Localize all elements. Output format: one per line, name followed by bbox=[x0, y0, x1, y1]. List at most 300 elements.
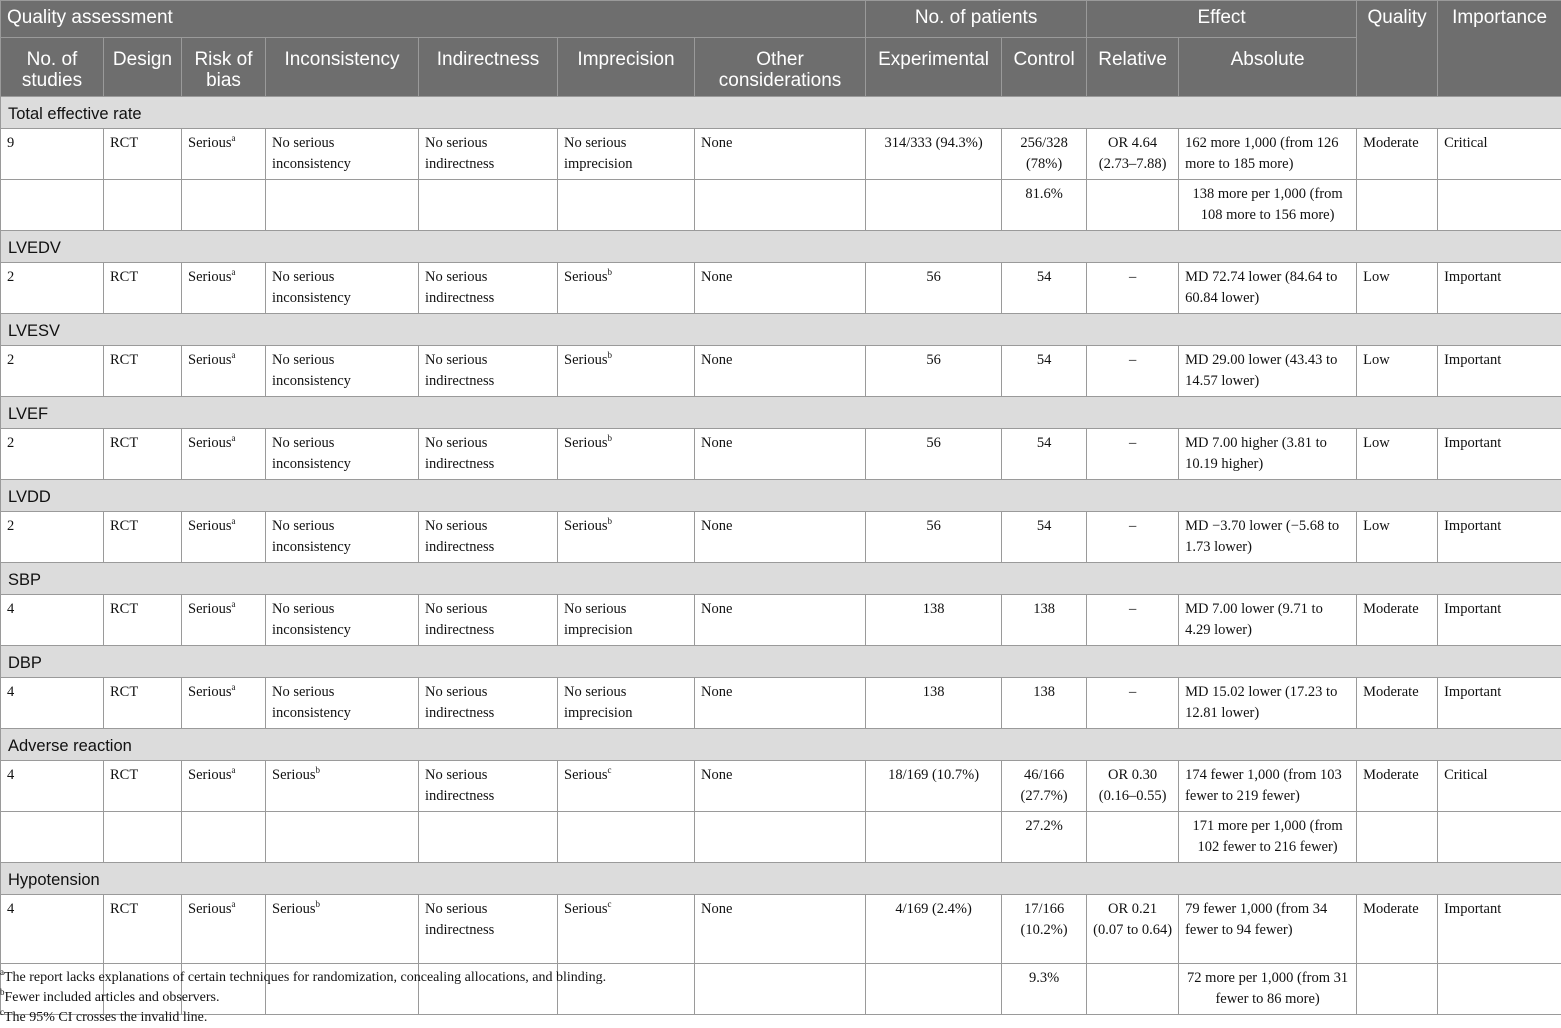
cell-indirectness-text: No serious indirectness bbox=[425, 901, 494, 938]
cell-design-text: RCT bbox=[110, 684, 138, 700]
header-risk-of-bias: Risk of bias bbox=[182, 38, 266, 97]
cell-relative-text: – bbox=[1129, 435, 1136, 451]
cell-other-considerations bbox=[695, 129, 866, 180]
cell-absolute bbox=[1179, 263, 1357, 314]
cell-inconsistency bbox=[266, 346, 419, 397]
cell-imprecision bbox=[558, 595, 695, 646]
cell-absolute bbox=[1179, 512, 1357, 563]
cell-other-considerations-text: None bbox=[701, 684, 732, 700]
cell-importance-text: Important bbox=[1444, 518, 1501, 534]
empty-cell bbox=[866, 812, 1002, 863]
cell-other-considerations-text: None bbox=[701, 901, 732, 917]
cell-importance bbox=[1438, 678, 1561, 729]
table-row bbox=[1, 263, 1561, 314]
footnote-marker: b bbox=[316, 765, 321, 775]
cell-relative bbox=[1087, 512, 1179, 563]
cell-indirectness-text: No serious indirectness bbox=[425, 767, 494, 804]
cell-control-text: 46/166 (27.7%) bbox=[1021, 767, 1068, 804]
section-row bbox=[1, 231, 1561, 263]
footnote-marker: b bbox=[608, 350, 613, 360]
cell-other-considerations-text: None bbox=[701, 518, 732, 534]
table-row bbox=[1, 595, 1561, 646]
cell-relative-text: – bbox=[1129, 518, 1136, 534]
header-other-considerations: Other considerations bbox=[695, 38, 866, 97]
footnote-text: The 95% CI crosses the invalid line. bbox=[4, 1010, 207, 1025]
cell-inconsistency bbox=[266, 512, 419, 563]
cell-experimental-text: 56 bbox=[926, 518, 941, 534]
cell-design-text: RCT bbox=[110, 601, 138, 617]
empty-cell bbox=[104, 180, 182, 231]
cell-control bbox=[1002, 429, 1087, 480]
cell-importance bbox=[1438, 346, 1561, 397]
section-title: Hypotension bbox=[1, 863, 1561, 895]
cell-indirectness bbox=[419, 429, 558, 480]
cell-control bbox=[1002, 263, 1087, 314]
empty-cell bbox=[1357, 180, 1438, 231]
cell-design-text: RCT bbox=[110, 901, 138, 917]
cell-other-considerations-text: None bbox=[701, 135, 732, 151]
cell-risk-of-bias bbox=[182, 263, 266, 314]
cell-inconsistency-text: No serious inconsistency bbox=[272, 135, 351, 172]
section-row bbox=[1, 863, 1561, 895]
cell-experimental-text: 314/333 (94.3%) bbox=[884, 135, 982, 151]
cell-absolute bbox=[1179, 346, 1357, 397]
cell-risk-of-bias bbox=[182, 761, 266, 812]
cell-no-studies-text: 2 bbox=[7, 518, 14, 534]
footnote-marker: c bbox=[608, 765, 612, 775]
cell-importance bbox=[1438, 129, 1561, 180]
cell-other-considerations-text: None bbox=[701, 601, 732, 617]
cell-imprecision bbox=[558, 129, 695, 180]
cell-control bbox=[1002, 678, 1087, 729]
empty-cell bbox=[1, 812, 104, 863]
cell-imprecision bbox=[558, 429, 695, 480]
empty-cell bbox=[695, 812, 866, 863]
cell-no-studies-text: 4 bbox=[7, 684, 14, 700]
cell-relative bbox=[1087, 761, 1179, 812]
cell-control bbox=[1002, 595, 1087, 646]
cell-inconsistency-text: Serious bbox=[272, 767, 316, 783]
cell-quality-text: Low bbox=[1363, 352, 1390, 368]
cell-experimental-text: 138 bbox=[923, 684, 945, 700]
cell-no-studies bbox=[1, 595, 104, 646]
cell-relative bbox=[1087, 129, 1179, 180]
cell-risk-of-bias bbox=[182, 129, 266, 180]
cell-risk-of-bias-text: Serious bbox=[188, 435, 232, 451]
header-quality: Quality bbox=[1357, 1, 1438, 97]
cell-relative-text: – bbox=[1129, 269, 1136, 285]
cell-quality bbox=[1357, 263, 1438, 314]
cell-design-text: RCT bbox=[110, 352, 138, 368]
cell-other-considerations bbox=[695, 595, 866, 646]
cell-design bbox=[104, 129, 182, 180]
cell-quality-text: Low bbox=[1363, 435, 1390, 451]
cell-relative-text: OR 0.30 (0.16–0.55) bbox=[1099, 767, 1167, 804]
cell-indirectness-text: No serious indirectness bbox=[425, 269, 494, 306]
section-row bbox=[1, 397, 1561, 429]
cell-design bbox=[104, 595, 182, 646]
cell-indirectness bbox=[419, 129, 558, 180]
cell-absolute bbox=[1179, 761, 1357, 812]
header-effect: Effect bbox=[1087, 1, 1357, 38]
cell-imprecision-text: No serious imprecision bbox=[564, 684, 632, 721]
cell-indirectness-text: No serious indirectness bbox=[425, 684, 494, 721]
cell-inconsistency bbox=[266, 129, 419, 180]
cell-control-text: 54 bbox=[1037, 352, 1052, 368]
cell-experimental bbox=[866, 895, 1002, 964]
footnote-marker: a bbox=[232, 682, 236, 692]
cell-relative-text: – bbox=[1129, 601, 1136, 617]
cell-inconsistency bbox=[266, 678, 419, 729]
cell-risk-of-bias-text: Serious bbox=[188, 352, 232, 368]
cell-no-studies bbox=[1, 429, 104, 480]
cell-relative-text: – bbox=[1129, 684, 1136, 700]
cell-relative bbox=[1087, 263, 1179, 314]
table-row bbox=[1, 429, 1561, 480]
cell-indirectness bbox=[419, 263, 558, 314]
cell-relative bbox=[1087, 678, 1179, 729]
header-imprecision: Imprecision bbox=[558, 38, 695, 97]
cell-absolute bbox=[1179, 595, 1357, 646]
footnote-mark: c bbox=[0, 1007, 4, 1017]
cell-quality bbox=[1357, 895, 1438, 964]
cell-imprecision-text: Serious bbox=[564, 435, 608, 451]
empty-cell bbox=[182, 812, 266, 863]
cell-imprecision-text: Serious bbox=[564, 269, 608, 285]
cell-absolute-baseline: 72 more per 1,000 (from 31 fewer to 86 more) bbox=[1179, 964, 1357, 1015]
cell-absolute bbox=[1179, 678, 1357, 729]
cell-indirectness-text: No serious indirectness bbox=[425, 435, 494, 472]
section-title: Total effective rate bbox=[1, 97, 1561, 129]
cell-experimental-text: 56 bbox=[926, 269, 941, 285]
table-row bbox=[1, 512, 1561, 563]
cell-experimental bbox=[866, 512, 1002, 563]
cell-quality-text: Moderate bbox=[1363, 684, 1419, 700]
cell-imprecision-text: Serious bbox=[564, 518, 608, 534]
cell-absolute-text: MD 7.00 lower (9.71 to 4.29 lower) bbox=[1185, 601, 1323, 638]
footnote-marker: b bbox=[608, 267, 613, 277]
cell-no-studies-text: 4 bbox=[7, 901, 14, 917]
cell-other-considerations bbox=[695, 263, 866, 314]
empty-cell bbox=[558, 180, 695, 231]
cell-indirectness bbox=[419, 595, 558, 646]
cell-control-text: 256/328 (78%) bbox=[1020, 135, 1068, 172]
cell-importance bbox=[1438, 429, 1561, 480]
cell-other-considerations-text: None bbox=[701, 767, 732, 783]
cell-experimental-text: 18/169 (10.7%) bbox=[888, 767, 979, 783]
cell-experimental bbox=[866, 678, 1002, 729]
cell-absolute bbox=[1179, 129, 1357, 180]
cell-design bbox=[104, 346, 182, 397]
section-row bbox=[1, 729, 1561, 761]
cell-control-text: 54 bbox=[1037, 435, 1052, 451]
cell-importance bbox=[1438, 595, 1561, 646]
cell-no-studies-text: 2 bbox=[7, 269, 14, 285]
empty-cell bbox=[266, 812, 419, 863]
empty-cell bbox=[182, 180, 266, 231]
cell-quality-text: Moderate bbox=[1363, 767, 1419, 783]
cell-no-studies-text: 2 bbox=[7, 435, 14, 451]
table-header bbox=[1, 1, 1561, 97]
cell-imprecision bbox=[558, 346, 695, 397]
cell-risk-of-bias bbox=[182, 678, 266, 729]
cell-design bbox=[104, 761, 182, 812]
cell-no-studies-text: 9 bbox=[7, 135, 14, 151]
cell-absolute-baseline: 171 more per 1,000 (from 102 fewer to 216 fewer) bbox=[1179, 812, 1357, 863]
cell-absolute bbox=[1179, 429, 1357, 480]
cell-quality bbox=[1357, 346, 1438, 397]
section-title: LVEF bbox=[1, 397, 1561, 429]
table-row bbox=[1, 678, 1561, 729]
cell-relative-text: – bbox=[1129, 352, 1136, 368]
cell-design bbox=[104, 263, 182, 314]
cell-absolute-text: MD −3.70 lower (−5.68 to 1.73 lower) bbox=[1185, 518, 1339, 555]
cell-relative bbox=[1087, 346, 1179, 397]
cell-no-studies bbox=[1, 346, 104, 397]
cell-indirectness-text: No serious indirectness bbox=[425, 601, 494, 638]
cell-experimental bbox=[866, 761, 1002, 812]
cell-no-studies bbox=[1, 761, 104, 812]
footnote bbox=[0, 988, 1561, 1008]
section-title: DBP bbox=[1, 646, 1561, 678]
cell-imprecision-text: Serious bbox=[564, 352, 608, 368]
cell-risk-of-bias-text: Serious bbox=[188, 684, 232, 700]
cell-quality bbox=[1357, 129, 1438, 180]
empty-cell bbox=[695, 180, 866, 231]
empty-cell bbox=[1, 180, 104, 231]
cell-control-text: 54 bbox=[1037, 269, 1052, 285]
empty-cell bbox=[1438, 812, 1561, 863]
cell-risk-of-bias bbox=[182, 429, 266, 480]
empty-cell bbox=[419, 812, 558, 863]
footnote-mark: a bbox=[0, 967, 4, 977]
cell-imprecision-text: No serious imprecision bbox=[564, 601, 632, 638]
cell-inconsistency bbox=[266, 429, 419, 480]
cell-quality bbox=[1357, 512, 1438, 563]
cell-design bbox=[104, 895, 182, 964]
cell-design-text: RCT bbox=[110, 135, 138, 151]
cell-quality bbox=[1357, 429, 1438, 480]
cell-imprecision-text: Serious bbox=[564, 901, 608, 917]
cell-imprecision bbox=[558, 895, 695, 964]
cell-indirectness bbox=[419, 761, 558, 812]
cell-importance-text: Critical bbox=[1444, 767, 1488, 783]
cell-absolute-text: 79 fewer 1,000 (from 34 fewer to 94 fewer) bbox=[1185, 901, 1327, 938]
footnotes bbox=[0, 968, 1561, 1028]
footnote-marker: a bbox=[232, 267, 236, 277]
cell-control-text: 54 bbox=[1037, 518, 1052, 534]
cell-experimental bbox=[866, 263, 1002, 314]
cell-inconsistency-text: No serious inconsistency bbox=[272, 435, 351, 472]
section-title: Adverse reaction bbox=[1, 729, 1561, 761]
cell-indirectness bbox=[419, 678, 558, 729]
header-control: Control bbox=[1002, 38, 1087, 97]
header-importance: Importance bbox=[1438, 1, 1561, 97]
table-row-baseline bbox=[1, 180, 1561, 231]
cell-importance-text: Important bbox=[1444, 269, 1501, 285]
cell-no-studies bbox=[1, 678, 104, 729]
cell-importance-text: Important bbox=[1444, 684, 1501, 700]
cell-quality-text: Moderate bbox=[1363, 601, 1419, 617]
cell-indirectness-text: No serious indirectness bbox=[425, 135, 494, 172]
cell-control bbox=[1002, 129, 1087, 180]
cell-experimental bbox=[866, 346, 1002, 397]
footnote-marker: a bbox=[232, 516, 236, 526]
cell-indirectness bbox=[419, 895, 558, 964]
cell-risk-of-bias bbox=[182, 512, 266, 563]
cell-quality bbox=[1357, 678, 1438, 729]
footnote-marker: a bbox=[232, 765, 236, 775]
cell-indirectness-text: No serious indirectness bbox=[425, 518, 494, 555]
empty-cell bbox=[419, 180, 558, 231]
cell-imprecision-text: Serious bbox=[564, 767, 608, 783]
cell-quality-text: Low bbox=[1363, 518, 1390, 534]
header-quality-assessment: Quality assessment bbox=[1, 1, 866, 38]
footnote bbox=[0, 968, 1561, 988]
table-row bbox=[1, 346, 1561, 397]
cell-quality bbox=[1357, 761, 1438, 812]
cell-experimental bbox=[866, 129, 1002, 180]
empty-cell bbox=[1087, 180, 1179, 231]
empty-cell bbox=[1087, 812, 1179, 863]
cell-absolute-baseline: 138 more per 1,000 (from 108 more to 156 more) bbox=[1179, 180, 1357, 231]
section-title: SBP bbox=[1, 563, 1561, 595]
cell-no-studies-text: 4 bbox=[7, 767, 14, 783]
footnote-marker: a bbox=[232, 433, 236, 443]
cell-imprecision bbox=[558, 761, 695, 812]
cell-relative bbox=[1087, 895, 1179, 964]
cell-inconsistency-text: No serious inconsistency bbox=[272, 352, 351, 389]
cell-importance-text: Critical bbox=[1444, 135, 1488, 151]
cell-other-considerations bbox=[695, 429, 866, 480]
footnote-marker: b bbox=[608, 516, 613, 526]
cell-experimental bbox=[866, 429, 1002, 480]
cell-risk-of-bias bbox=[182, 895, 266, 964]
section-row bbox=[1, 97, 1561, 129]
table-body bbox=[1, 97, 1561, 1015]
cell-quality-text: Moderate bbox=[1363, 135, 1419, 151]
cell-other-considerations bbox=[695, 346, 866, 397]
empty-cell bbox=[866, 180, 1002, 231]
cell-absolute bbox=[1179, 895, 1357, 964]
header-experimental: Experimental bbox=[866, 38, 1002, 97]
cell-importance-text: Important bbox=[1444, 352, 1501, 368]
cell-design bbox=[104, 429, 182, 480]
cell-design-text: RCT bbox=[110, 518, 138, 534]
cell-risk-of-bias bbox=[182, 346, 266, 397]
cell-quality-text: Moderate bbox=[1363, 901, 1419, 917]
cell-control bbox=[1002, 761, 1087, 812]
table-row bbox=[1, 129, 1561, 180]
cell-other-considerations bbox=[695, 678, 866, 729]
footnote-marker: a bbox=[232, 133, 236, 143]
header-design: Design bbox=[104, 38, 182, 97]
cell-risk-of-bias-text: Serious bbox=[188, 767, 232, 783]
cell-design-text: RCT bbox=[110, 435, 138, 451]
cell-absolute-text: MD 72.74 lower (84.64 to 60.84 lower) bbox=[1185, 269, 1337, 306]
cell-indirectness-text: No serious indirectness bbox=[425, 352, 494, 389]
footnote-marker: b bbox=[608, 433, 613, 443]
footnote-marker: b bbox=[316, 899, 321, 909]
cell-inconsistency-text: No serious inconsistency bbox=[272, 684, 351, 721]
cell-experimental bbox=[866, 595, 1002, 646]
cell-relative bbox=[1087, 595, 1179, 646]
cell-absolute-text: MD 15.02 lower (17.23 to 12.81 lower) bbox=[1185, 684, 1337, 721]
cell-imprecision bbox=[558, 263, 695, 314]
cell-design-text: RCT bbox=[110, 269, 138, 285]
header-absolute: Absolute bbox=[1179, 38, 1357, 97]
cell-no-studies bbox=[1, 129, 104, 180]
cell-quality-text: Low bbox=[1363, 269, 1390, 285]
cell-absolute-text: 162 more 1,000 (from 126 more to 185 more) bbox=[1185, 135, 1338, 172]
cell-experimental-text: 4/169 (2.4%) bbox=[895, 901, 972, 917]
section-title: LVESV bbox=[1, 314, 1561, 346]
cell-control-text: 138 bbox=[1033, 601, 1055, 617]
cell-inconsistency bbox=[266, 595, 419, 646]
cell-imprecision bbox=[558, 512, 695, 563]
cell-inconsistency-text: Serious bbox=[272, 901, 316, 917]
cell-control-baseline: 27.2% bbox=[1002, 812, 1087, 863]
cell-no-studies bbox=[1, 895, 104, 964]
cell-importance bbox=[1438, 761, 1561, 812]
footnote bbox=[0, 1008, 1561, 1028]
empty-cell bbox=[558, 812, 695, 863]
header-relative: Relative bbox=[1087, 38, 1179, 97]
cell-risk-of-bias-text: Serious bbox=[188, 518, 232, 534]
cell-risk-of-bias-text: Serious bbox=[188, 901, 232, 917]
table-row bbox=[1, 895, 1561, 964]
cell-importance-text: Important bbox=[1444, 901, 1501, 917]
cell-importance-text: Important bbox=[1444, 435, 1501, 451]
cell-other-considerations bbox=[695, 761, 866, 812]
cell-inconsistency-text: No serious inconsistency bbox=[272, 269, 351, 306]
cell-control bbox=[1002, 346, 1087, 397]
cell-inconsistency bbox=[266, 263, 419, 314]
cell-no-studies-text: 2 bbox=[7, 352, 14, 368]
header-no-studies: No. of studies bbox=[1, 38, 104, 97]
cell-absolute-text: MD 29.00 lower (43.43 to 14.57 lower) bbox=[1185, 352, 1337, 389]
cell-relative bbox=[1087, 429, 1179, 480]
cell-importance bbox=[1438, 263, 1561, 314]
footnote-text: Fewer included articles and observers. bbox=[5, 990, 220, 1005]
header-inconsistency: Inconsistency bbox=[266, 38, 419, 97]
cell-risk-of-bias bbox=[182, 595, 266, 646]
cell-other-considerations-text: None bbox=[701, 269, 732, 285]
cell-control-text: 138 bbox=[1033, 684, 1055, 700]
footnote-marker: a bbox=[232, 899, 236, 909]
cell-no-studies bbox=[1, 263, 104, 314]
cell-risk-of-bias-text: Serious bbox=[188, 601, 232, 617]
cell-risk-of-bias-text: Serious bbox=[188, 135, 232, 151]
cell-quality bbox=[1357, 595, 1438, 646]
cell-control bbox=[1002, 512, 1087, 563]
section-row bbox=[1, 646, 1561, 678]
cell-relative-text: OR 0.21 (0.07 to 0.64) bbox=[1093, 901, 1172, 938]
section-row bbox=[1, 480, 1561, 512]
cell-inconsistency bbox=[266, 761, 419, 812]
empty-cell bbox=[1357, 812, 1438, 863]
header-no-patients: No. of patients bbox=[866, 1, 1087, 38]
cell-relative-text: OR 4.64 (2.73–7.88) bbox=[1099, 135, 1167, 172]
footnote-marker: a bbox=[232, 350, 236, 360]
table-row-baseline bbox=[1, 812, 1561, 863]
cell-design-text: RCT bbox=[110, 767, 138, 783]
cell-experimental-text: 56 bbox=[926, 435, 941, 451]
cell-inconsistency bbox=[266, 895, 419, 964]
cell-other-considerations bbox=[695, 512, 866, 563]
cell-no-studies bbox=[1, 512, 104, 563]
empty-cell bbox=[1438, 180, 1561, 231]
